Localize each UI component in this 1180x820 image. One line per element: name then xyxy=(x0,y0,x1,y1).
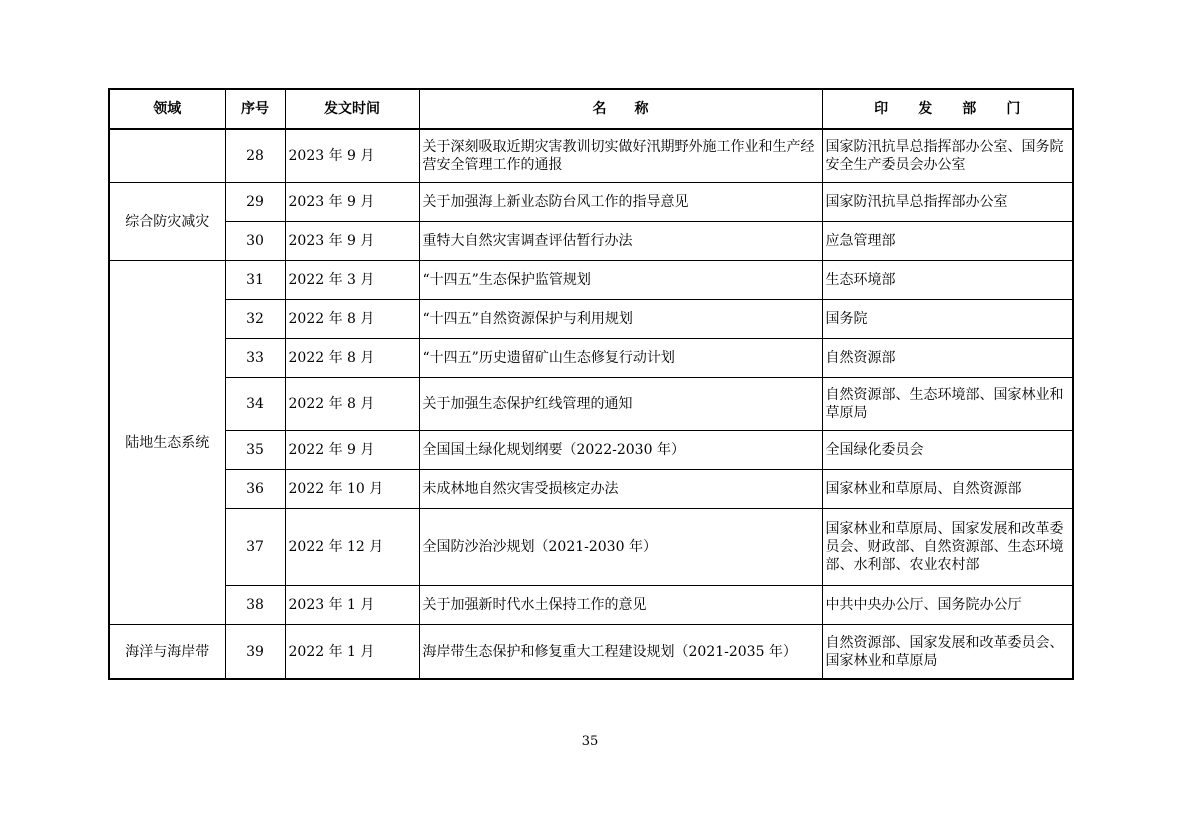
table-row xyxy=(109,129,1073,183)
number-cell: 28 xyxy=(225,129,285,183)
name-cell: 未成林地自然灾害受损核定办法 xyxy=(419,470,822,509)
table-row xyxy=(109,378,1073,431)
name-cell: 关于加强海上新业态防台风工作的指导意见 xyxy=(419,183,822,222)
name-cell: 海岸带生态保护和修复重大工程建设规划（2021-2035 年） xyxy=(419,625,822,680)
name-cell: “十四五”自然资源保护与利用规划 xyxy=(419,300,822,339)
number-cell: 29 xyxy=(225,183,285,222)
header-name: 名 称 xyxy=(419,89,822,129)
area-cell xyxy=(109,129,225,183)
department-cell: 自然资源部 xyxy=(822,339,1073,378)
table-row xyxy=(109,470,1073,509)
number-cell: 32 xyxy=(225,300,285,339)
name-cell: “十四五”历史遗留矿山生态修复行动计划 xyxy=(419,339,822,378)
area-cell: 综合防灾减灾 xyxy=(109,183,225,261)
table-row xyxy=(109,509,1073,586)
date-cell: 2023 年 9 月 xyxy=(285,222,419,261)
header-department: 印 发 部 门 xyxy=(822,89,1073,129)
number-cell: 34 xyxy=(225,378,285,431)
table-row xyxy=(109,625,1073,680)
department-cell: 国家林业和草原局、自然资源部 xyxy=(822,470,1073,509)
department-cell: 应急管理部 xyxy=(822,222,1073,261)
table-header-row xyxy=(109,89,1073,129)
table-row xyxy=(109,586,1073,625)
department-cell: 国家防汛抗旱总指挥部办公室 xyxy=(822,183,1073,222)
table-row xyxy=(109,300,1073,339)
date-cell: 2022 年 12 月 xyxy=(285,509,419,586)
table-row xyxy=(109,261,1073,300)
number-cell: 31 xyxy=(225,261,285,300)
date-cell: 2022 年 9 月 xyxy=(285,431,419,470)
name-cell: “十四五”生态保护监管规划 xyxy=(419,261,822,300)
number-cell: 39 xyxy=(225,625,285,680)
department-cell: 国务院 xyxy=(822,300,1073,339)
date-cell: 2023 年 1 月 xyxy=(285,586,419,625)
number-cell: 33 xyxy=(225,339,285,378)
department-cell: 自然资源部、国家发展和改革委员会、国家林业和草原局 xyxy=(822,625,1073,680)
name-cell: 关于加强生态保护红线管理的通知 xyxy=(419,378,822,431)
header-area: 领域 xyxy=(109,89,225,129)
date-cell: 2022 年 3 月 xyxy=(285,261,419,300)
page-number: 35 xyxy=(581,734,599,749)
department-cell: 中共中央办公厅、国务院办公厅 xyxy=(822,586,1073,625)
header-date: 发文时间 xyxy=(285,89,419,129)
department-cell: 生态环境部 xyxy=(822,261,1073,300)
name-cell: 全国国土绿化规划纲要（2022-2030 年） xyxy=(419,431,822,470)
policy-document-table xyxy=(108,88,1074,680)
number-cell: 30 xyxy=(225,222,285,261)
header-number: 序号 xyxy=(225,89,285,129)
number-cell: 36 xyxy=(225,470,285,509)
name-cell: 全国防沙治沙规划（2021-2030 年） xyxy=(419,509,822,586)
date-cell: 2022 年 10 月 xyxy=(285,470,419,509)
number-cell: 35 xyxy=(225,431,285,470)
date-cell: 2022 年 1 月 xyxy=(285,625,419,680)
table-row xyxy=(109,339,1073,378)
number-cell: 38 xyxy=(225,586,285,625)
department-cell: 自然资源部、生态环境部、国家林业和草原局 xyxy=(822,378,1073,431)
date-cell: 2023 年 9 月 xyxy=(285,129,419,183)
department-cell: 全国绿化委员会 xyxy=(822,431,1073,470)
date-cell: 2022 年 8 月 xyxy=(285,300,419,339)
table-row xyxy=(109,222,1073,261)
area-cell: 海洋与海岸带 xyxy=(109,625,225,680)
name-cell: 关于深刻吸取近期灾害教训切实做好汛期野外施工作业和生产经营安全管理工作的通报 xyxy=(419,129,822,183)
table-row xyxy=(109,183,1073,222)
date-cell: 2022 年 8 月 xyxy=(285,378,419,431)
department-cell: 国家防汛抗旱总指挥部办公室、国务院安全生产委员会办公室 xyxy=(822,129,1073,183)
department-cell: 国家林业和草原局、国家发展和改革委员会、财政部、自然资源部、生态环境部、水利部、农业农村部 xyxy=(822,509,1073,586)
name-cell: 重特大自然灾害调查评估暂行办法 xyxy=(419,222,822,261)
table-row xyxy=(109,431,1073,470)
area-cell: 陆地生态系统 xyxy=(109,261,225,625)
date-cell: 2022 年 8 月 xyxy=(285,339,419,378)
number-cell: 37 xyxy=(225,509,285,586)
date-cell: 2023 年 9 月 xyxy=(285,183,419,222)
name-cell: 关于加强新时代水土保持工作的意见 xyxy=(419,586,822,625)
